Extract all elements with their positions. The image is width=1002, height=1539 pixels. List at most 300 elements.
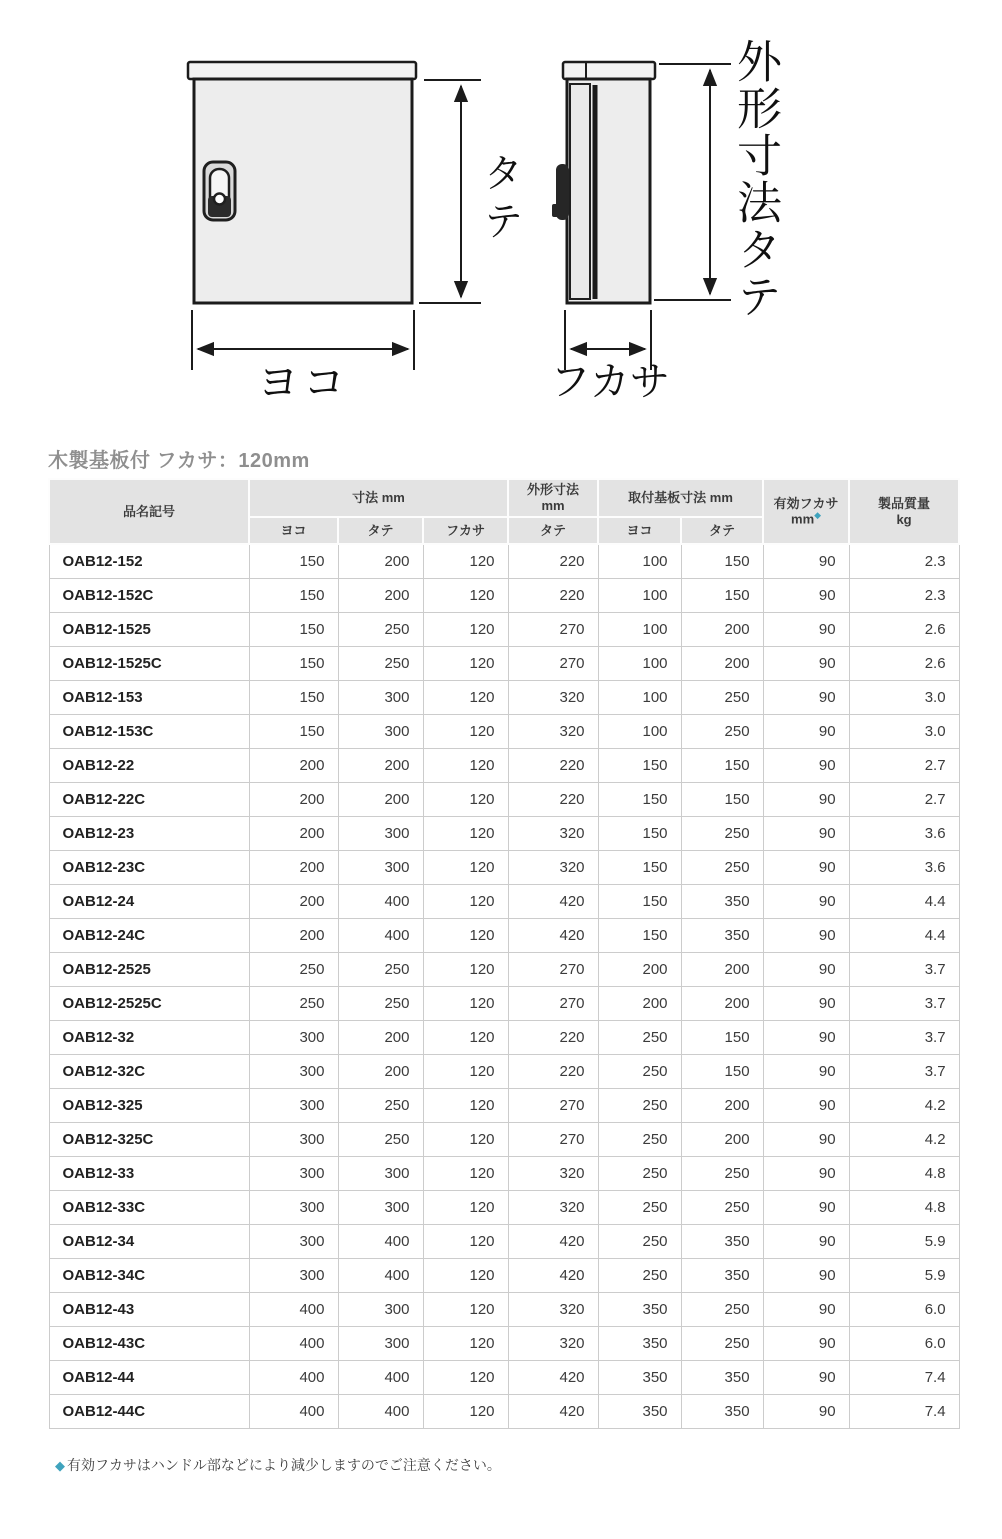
value-cell: 90: [763, 1191, 849, 1225]
cabinet-lid-front: [188, 62, 416, 79]
value-cell: 6.0: [849, 1293, 959, 1327]
value-cell: 90: [763, 817, 849, 851]
value-cell: 90: [763, 953, 849, 987]
table-row: [49, 783, 959, 817]
value-cell: 350: [681, 1395, 763, 1429]
table-row: [49, 987, 959, 1021]
value-cell: 300: [338, 1327, 423, 1361]
value-cell: 400: [249, 1293, 338, 1327]
value-cell: 4.8: [849, 1157, 959, 1191]
value-cell: 4.4: [849, 919, 959, 953]
product-code-cell: OAB12-2525: [49, 953, 249, 987]
value-cell: 120: [423, 1157, 508, 1191]
door-panel-side: [570, 84, 590, 299]
cabinet-front-view: [188, 62, 481, 370]
side-depth-label: フカサ: [550, 360, 670, 404]
footnote-text: 有効フカサはハンドル部などにより減少しますのでご注意ください。: [67, 1457, 501, 1473]
value-cell: 300: [338, 715, 423, 749]
value-cell: 90: [763, 987, 849, 1021]
value-cell: 2.6: [849, 647, 959, 681]
section-title: 木製基板付 フカサ：120mm: [48, 450, 310, 472]
value-cell: 90: [763, 647, 849, 681]
table-row: [49, 1157, 959, 1191]
table-row: [49, 1123, 959, 1157]
value-cell: 350: [681, 919, 763, 953]
value-cell: 300: [249, 1191, 338, 1225]
value-cell: 2.3: [849, 579, 959, 613]
value-cell: 90: [763, 885, 849, 919]
value-cell: 400: [249, 1361, 338, 1395]
product-code-cell: OAB12-153C: [49, 715, 249, 749]
value-cell: 120: [423, 579, 508, 613]
value-cell: 150: [681, 749, 763, 783]
value-cell: 90: [763, 613, 849, 647]
value-cell: 120: [423, 1395, 508, 1429]
table-row: [49, 647, 959, 681]
table-row: [49, 1021, 959, 1055]
value-cell: 220: [508, 749, 598, 783]
product-code-cell: OAB12-325C: [49, 1123, 249, 1157]
value-cell: 250: [598, 1021, 681, 1055]
value-cell: 250: [598, 1055, 681, 1089]
value-cell: 5.9: [849, 1259, 959, 1293]
value-cell: 5.9: [849, 1225, 959, 1259]
product-code-cell: OAB12-43C: [49, 1327, 249, 1361]
header-weight-line2: kg: [896, 511, 912, 527]
value-cell: 300: [249, 1123, 338, 1157]
table-row: [49, 1361, 959, 1395]
header-board-group: 取付基板寸法 mm: [598, 479, 763, 517]
side-overall-height-dimension: [654, 64, 731, 300]
value-cell: 350: [598, 1395, 681, 1429]
value-cell: 100: [598, 715, 681, 749]
value-cell: 250: [681, 681, 763, 715]
cabinet-lid-side: [563, 62, 655, 79]
value-cell: 220: [508, 783, 598, 817]
value-cell: 3.6: [849, 851, 959, 885]
value-cell: 250: [681, 715, 763, 749]
value-cell: 300: [338, 1293, 423, 1327]
value-cell: 250: [598, 1259, 681, 1293]
value-cell: 270: [508, 1123, 598, 1157]
effective-depth-marker-icon: ◆: [814, 510, 822, 521]
value-cell: 200: [681, 647, 763, 681]
value-cell: 120: [423, 715, 508, 749]
header-dims-yoko: ヨコ: [249, 517, 338, 544]
value-cell: 400: [338, 1225, 423, 1259]
value-cell: 250: [338, 1089, 423, 1123]
value-cell: 400: [249, 1395, 338, 1429]
footnote-diamond-icon: ◆: [55, 1458, 65, 1473]
product-code-cell: OAB12-33: [49, 1157, 249, 1191]
value-cell: 420: [508, 1225, 598, 1259]
product-code-cell: OAB12-24: [49, 885, 249, 919]
value-cell: 400: [338, 919, 423, 953]
value-cell: 2.7: [849, 783, 959, 817]
value-cell: 120: [423, 851, 508, 885]
product-code-cell: OAB12-24C: [49, 919, 249, 953]
header-dims-tate: タテ: [338, 517, 423, 544]
door-handle-side-icon: [552, 164, 569, 220]
product-code-cell: OAB12-34C: [49, 1259, 249, 1293]
value-cell: 150: [249, 544, 338, 579]
value-cell: 120: [423, 1293, 508, 1327]
value-cell: 120: [423, 1191, 508, 1225]
value-cell: 250: [681, 1293, 763, 1327]
value-cell: 300: [249, 1225, 338, 1259]
value-cell: 220: [508, 1055, 598, 1089]
header-outer-line1: 外形寸法: [527, 482, 580, 498]
value-cell: 150: [598, 919, 681, 953]
value-cell: 120: [423, 647, 508, 681]
value-cell: 270: [508, 647, 598, 681]
value-cell: 150: [249, 681, 338, 715]
value-cell: 200: [249, 885, 338, 919]
value-cell: 200: [681, 1123, 763, 1157]
value-cell: 320: [508, 715, 598, 749]
footnote: [55, 1455, 501, 1475]
value-cell: 150: [598, 817, 681, 851]
value-cell: 200: [338, 749, 423, 783]
value-cell: 420: [508, 1395, 598, 1429]
value-cell: 200: [338, 544, 423, 579]
value-cell: 250: [249, 953, 338, 987]
value-cell: 250: [681, 1327, 763, 1361]
value-cell: 120: [423, 783, 508, 817]
header-effective-depth: [763, 479, 849, 544]
header-product: 品名記号: [49, 479, 249, 544]
value-cell: 250: [249, 987, 338, 1021]
value-cell: 420: [508, 885, 598, 919]
product-code-cell: OAB12-2525C: [49, 987, 249, 1021]
value-cell: 120: [423, 749, 508, 783]
header-effective-line2: mm: [791, 511, 815, 527]
value-cell: 200: [681, 953, 763, 987]
value-cell: 300: [249, 1055, 338, 1089]
value-cell: 100: [598, 681, 681, 715]
spec-table-header: [49, 479, 959, 544]
value-cell: 150: [598, 749, 681, 783]
value-cell: 3.7: [849, 953, 959, 987]
product-code-cell: OAB12-32: [49, 1021, 249, 1055]
value-cell: 350: [681, 1225, 763, 1259]
front-height-dimension: [419, 80, 481, 303]
value-cell: 350: [598, 1361, 681, 1395]
value-cell: 350: [681, 885, 763, 919]
value-cell: 300: [249, 1157, 338, 1191]
value-cell: 300: [338, 1191, 423, 1225]
value-cell: 200: [249, 919, 338, 953]
header-outer-line2: mm: [541, 498, 565, 513]
value-cell: 90: [763, 749, 849, 783]
value-cell: 220: [508, 1021, 598, 1055]
spec-table: [48, 478, 960, 1429]
value-cell: 120: [423, 1021, 508, 1055]
value-cell: 220: [508, 579, 598, 613]
table-row: [49, 817, 959, 851]
value-cell: 150: [249, 715, 338, 749]
value-cell: 3.7: [849, 987, 959, 1021]
product-code-cell: OAB12-22C: [49, 783, 249, 817]
value-cell: 400: [338, 1395, 423, 1429]
value-cell: 400: [338, 1259, 423, 1293]
header-board-tate: タテ: [681, 517, 763, 544]
value-cell: 3.7: [849, 1021, 959, 1055]
value-cell: 90: [763, 681, 849, 715]
table-row: [49, 885, 959, 919]
value-cell: 2.6: [849, 613, 959, 647]
value-cell: 90: [763, 544, 849, 579]
value-cell: 250: [338, 613, 423, 647]
table-row: [49, 681, 959, 715]
value-cell: 300: [338, 851, 423, 885]
value-cell: 3.7: [849, 1055, 959, 1089]
value-cell: 320: [508, 851, 598, 885]
value-cell: 4.4: [849, 885, 959, 919]
value-cell: 250: [681, 1157, 763, 1191]
value-cell: 300: [338, 681, 423, 715]
value-cell: 250: [598, 1157, 681, 1191]
value-cell: 200: [249, 783, 338, 817]
value-cell: 270: [508, 613, 598, 647]
product-code-cell: OAB12-153: [49, 681, 249, 715]
header-weight: [849, 479, 959, 544]
value-cell: 120: [423, 1089, 508, 1123]
value-cell: 120: [423, 953, 508, 987]
value-cell: 320: [508, 1191, 598, 1225]
value-cell: 150: [249, 579, 338, 613]
value-cell: 90: [763, 1055, 849, 1089]
value-cell: 150: [598, 783, 681, 817]
table-row: [49, 613, 959, 647]
value-cell: 90: [763, 919, 849, 953]
table-row: [49, 851, 959, 885]
value-cell: 250: [681, 851, 763, 885]
value-cell: 200: [338, 783, 423, 817]
value-cell: 150: [598, 885, 681, 919]
value-cell: 300: [249, 1021, 338, 1055]
value-cell: 120: [423, 987, 508, 1021]
header-weight-line1: 製品質量: [878, 495, 931, 511]
value-cell: 120: [423, 544, 508, 579]
value-cell: 2.7: [849, 749, 959, 783]
value-cell: 90: [763, 1293, 849, 1327]
value-cell: 200: [338, 579, 423, 613]
value-cell: 150: [681, 579, 763, 613]
value-cell: 100: [598, 647, 681, 681]
value-cell: 270: [508, 953, 598, 987]
value-cell: 3.0: [849, 715, 959, 749]
value-cell: 120: [423, 919, 508, 953]
value-cell: 350: [681, 1259, 763, 1293]
value-cell: 400: [338, 885, 423, 919]
table-row: [49, 1089, 959, 1123]
value-cell: 200: [249, 749, 338, 783]
value-cell: 200: [598, 953, 681, 987]
value-cell: 320: [508, 817, 598, 851]
value-cell: 120: [423, 1123, 508, 1157]
value-cell: 90: [763, 1395, 849, 1429]
value-cell: 90: [763, 579, 849, 613]
value-cell: 300: [338, 1157, 423, 1191]
value-cell: 120: [423, 1361, 508, 1395]
header-effective-line1: 有効フカサ: [773, 495, 839, 511]
product-code-cell: OAB12-325: [49, 1089, 249, 1123]
product-code-cell: OAB12-23: [49, 817, 249, 851]
value-cell: 200: [338, 1021, 423, 1055]
value-cell: 250: [338, 953, 423, 987]
value-cell: 250: [338, 1123, 423, 1157]
value-cell: 220: [508, 544, 598, 579]
value-cell: 120: [423, 1327, 508, 1361]
product-code-cell: OAB12-44C: [49, 1395, 249, 1429]
value-cell: 120: [423, 681, 508, 715]
value-cell: 4.2: [849, 1123, 959, 1157]
value-cell: 3.0: [849, 681, 959, 715]
table-row: [49, 544, 959, 579]
value-cell: 420: [508, 1361, 598, 1395]
value-cell: 2.3: [849, 544, 959, 579]
value-cell: 300: [249, 1089, 338, 1123]
product-code-cell: OAB12-44: [49, 1361, 249, 1395]
header-dims-group: 寸法 mm: [249, 479, 508, 517]
table-row: [49, 715, 959, 749]
value-cell: 120: [423, 613, 508, 647]
header-dims-fukasa: フカサ: [423, 517, 508, 544]
value-cell: 250: [338, 987, 423, 1021]
table-row: [49, 919, 959, 953]
front-width-label: ヨコ: [256, 359, 349, 406]
value-cell: 90: [763, 851, 849, 885]
front-height-label: タテ: [478, 152, 522, 248]
value-cell: 120: [423, 817, 508, 851]
dimension-diagram: [0, 0, 1002, 445]
header-board-yoko: ヨコ: [598, 517, 681, 544]
value-cell: 320: [508, 1327, 598, 1361]
table-row: [49, 1191, 959, 1225]
value-cell: 250: [598, 1225, 681, 1259]
value-cell: 300: [249, 1259, 338, 1293]
value-cell: 420: [508, 1259, 598, 1293]
value-cell: 270: [508, 1089, 598, 1123]
value-cell: 90: [763, 1327, 849, 1361]
table-row: [49, 1259, 959, 1293]
spec-table-body: [49, 544, 959, 1429]
value-cell: 120: [423, 1225, 508, 1259]
value-cell: 300: [338, 817, 423, 851]
value-cell: 6.0: [849, 1327, 959, 1361]
value-cell: 90: [763, 1157, 849, 1191]
value-cell: 90: [763, 1089, 849, 1123]
value-cell: 150: [249, 647, 338, 681]
cabinet-side-view: [552, 62, 731, 370]
header-outer-group: [508, 479, 598, 517]
value-cell: 90: [763, 1259, 849, 1293]
product-code-cell: OAB12-32C: [49, 1055, 249, 1089]
product-code-cell: OAB12-43: [49, 1293, 249, 1327]
value-cell: 350: [598, 1293, 681, 1327]
value-cell: 200: [681, 1089, 763, 1123]
product-code-cell: OAB12-22: [49, 749, 249, 783]
side-overall-height-label: 外形寸法タテ: [730, 38, 781, 320]
value-cell: 200: [249, 817, 338, 851]
product-code-cell: OAB12-23C: [49, 851, 249, 885]
value-cell: 90: [763, 1021, 849, 1055]
value-cell: 7.4: [849, 1361, 959, 1395]
table-row: [49, 1225, 959, 1259]
product-code-cell: OAB12-1525: [49, 613, 249, 647]
value-cell: 400: [249, 1327, 338, 1361]
value-cell: 200: [249, 851, 338, 885]
value-cell: 120: [423, 1055, 508, 1089]
table-row: [49, 1293, 959, 1327]
value-cell: 150: [681, 1021, 763, 1055]
value-cell: 250: [598, 1191, 681, 1225]
value-cell: 150: [598, 851, 681, 885]
table-row: [49, 1327, 959, 1361]
table-row: [49, 749, 959, 783]
value-cell: 200: [598, 987, 681, 1021]
value-cell: 400: [338, 1361, 423, 1395]
value-cell: 250: [598, 1089, 681, 1123]
value-cell: 100: [598, 613, 681, 647]
value-cell: 250: [338, 647, 423, 681]
table-row: [49, 953, 959, 987]
product-code-cell: OAB12-1525C: [49, 647, 249, 681]
value-cell: 320: [508, 1293, 598, 1327]
value-cell: 320: [508, 1157, 598, 1191]
table-row: [49, 579, 959, 613]
product-code-cell: OAB12-152: [49, 544, 249, 579]
value-cell: 100: [598, 579, 681, 613]
product-code-cell: OAB12-34: [49, 1225, 249, 1259]
value-cell: 4.2: [849, 1089, 959, 1123]
value-cell: 200: [681, 613, 763, 647]
value-cell: 120: [423, 885, 508, 919]
value-cell: 350: [681, 1361, 763, 1395]
value-cell: 90: [763, 1361, 849, 1395]
value-cell: 120: [423, 1259, 508, 1293]
product-code-cell: OAB12-33C: [49, 1191, 249, 1225]
value-cell: 150: [681, 783, 763, 817]
value-cell: 4.8: [849, 1191, 959, 1225]
value-cell: 250: [598, 1123, 681, 1157]
value-cell: 150: [681, 544, 763, 579]
value-cell: 90: [763, 1225, 849, 1259]
value-cell: 250: [681, 817, 763, 851]
value-cell: 200: [338, 1055, 423, 1089]
value-cell: 250: [681, 1191, 763, 1225]
door-handle-icon: [204, 162, 235, 220]
table-row: [49, 1395, 959, 1429]
value-cell: 90: [763, 1123, 849, 1157]
value-cell: 100: [598, 544, 681, 579]
product-code-cell: OAB12-152C: [49, 579, 249, 613]
table-row: [49, 1055, 959, 1089]
value-cell: 420: [508, 919, 598, 953]
value-cell: 320: [508, 681, 598, 715]
header-outer-tate: タテ: [508, 517, 598, 544]
value-cell: 7.4: [849, 1395, 959, 1429]
value-cell: 150: [249, 613, 338, 647]
value-cell: 3.6: [849, 817, 959, 851]
value-cell: 270: [508, 987, 598, 1021]
value-cell: 200: [681, 987, 763, 1021]
value-cell: 90: [763, 783, 849, 817]
value-cell: 150: [681, 1055, 763, 1089]
value-cell: 90: [763, 715, 849, 749]
value-cell: 350: [598, 1327, 681, 1361]
